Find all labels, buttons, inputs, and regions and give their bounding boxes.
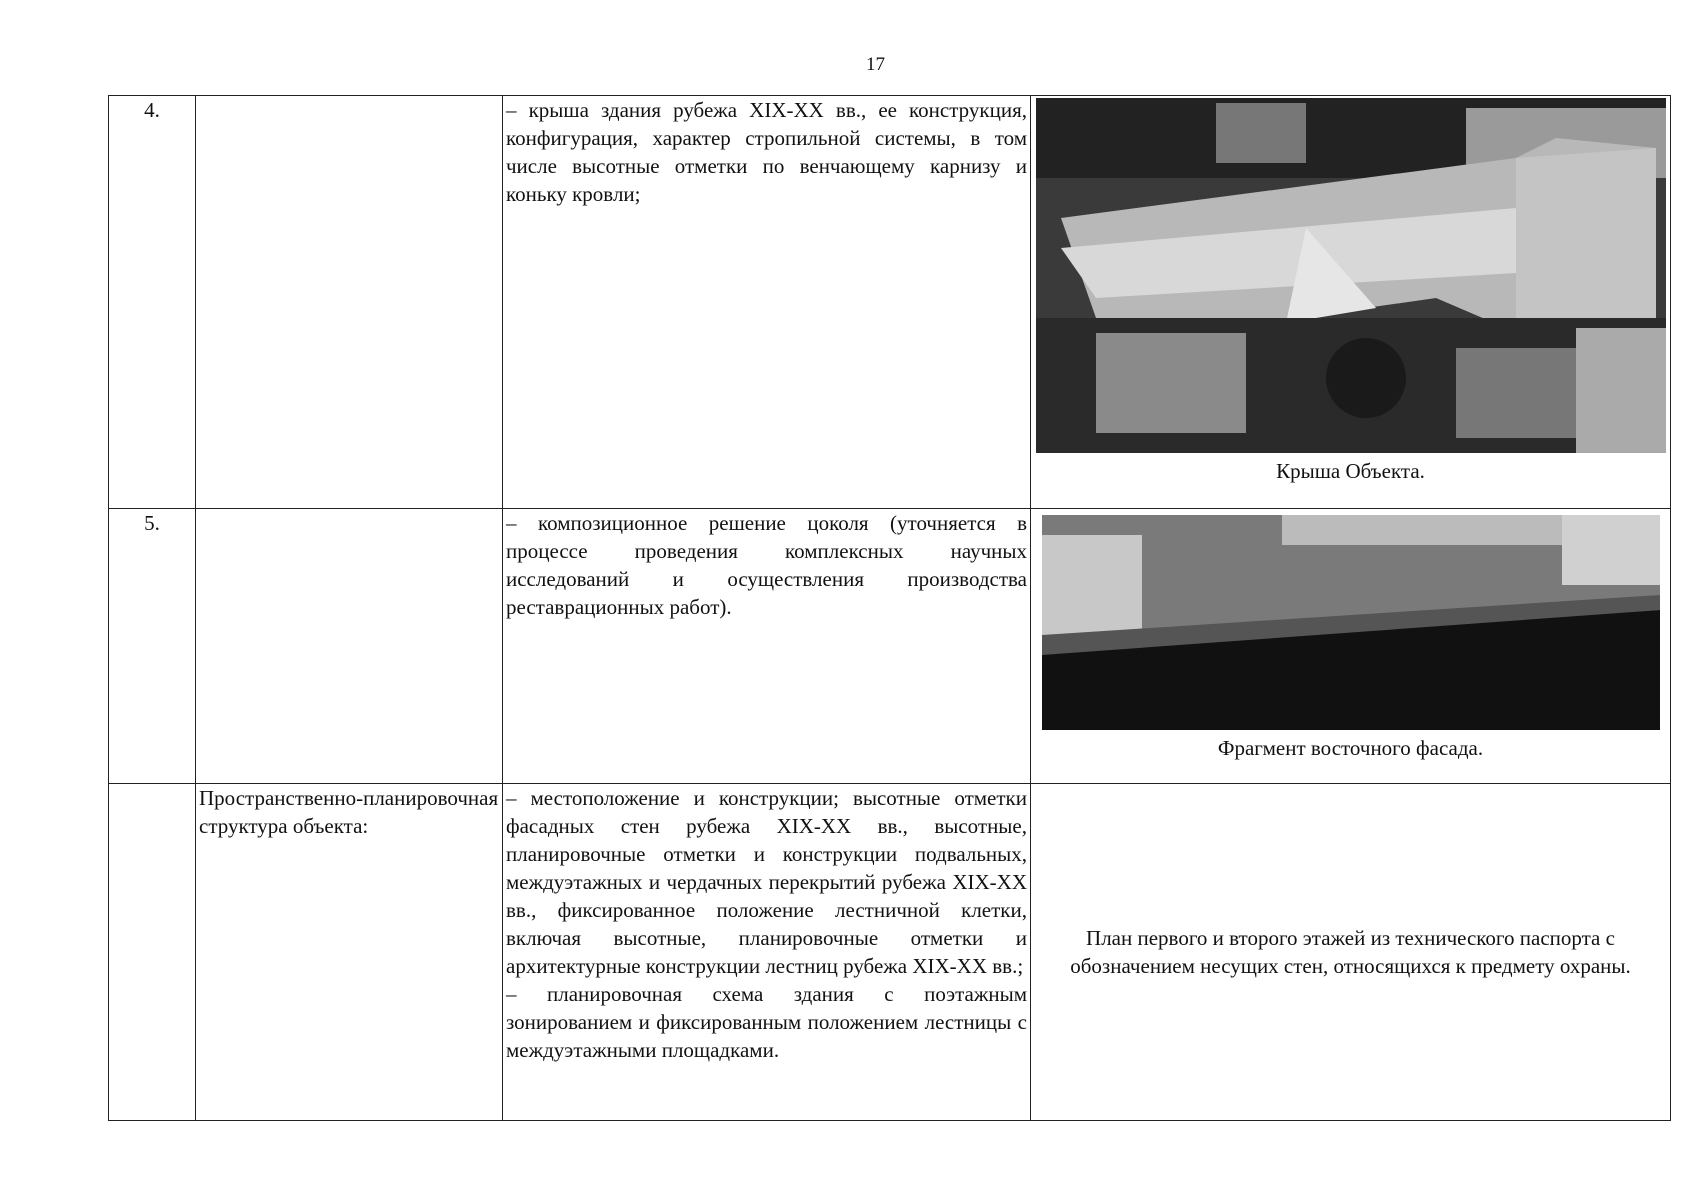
row-category: Пространственно-планировочная структура объекта: [196,784,503,1121]
description-paragraph: – планировочная схема здания с поэтажным зонированием и фиксированным положением лестницы с междуэтажными площадками. [506,982,1027,1062]
row-category [196,509,503,784]
protection-subject-table [108,95,1671,1121]
photo-caption: Крыша Объекта. [1276,459,1425,483]
row-description: – крыша здания рубежа XIX-XX вв., ее конструкция, конфигурация, характер стропильной системы, в том числе высотные отметки по венчающему карнизу и коньку кровли; [503,96,1031,509]
table-row [109,509,1671,784]
row-illustration-caption: План первого и второго этажей из технического паспорта с обозначением несущих стен, относящихся к предмету охраны. [1031,784,1671,1121]
row-number: 4. [109,96,196,509]
photo-caption: Фрагмент восточного фасада. [1217,736,1484,760]
page-number: 17 [866,54,885,75]
row-number: 5. [109,509,196,784]
row-description: – композиционное решение цоколя (уточняется в процессе проведения комплексных научных исследований и осуществления производства реставрационных работ). [503,509,1031,784]
row-illustration [1031,96,1671,509]
east-facade-photo [1042,515,1660,730]
row-illustration [1031,509,1671,784]
row-number [109,784,196,1121]
description-paragraph: – местоположение и конструкции; высотные отметки фасадных стен рубежа XIX-XX вв., высотные, планировочные отметки и конструкции подвальных, междуэтажных и чердачных перекрытий рубежа XIX-XX вв., фиксированное положение лестничной клетки, включая высотные, планировочные отметки и архитектурные конструкции лестниц рубежа XIX-XX вв.; [506,786,1027,978]
table-row [109,96,1671,509]
roof-aerial-photo [1036,98,1666,453]
row-description [503,784,1031,1121]
row-category [196,96,503,509]
table-row [109,784,1671,1121]
